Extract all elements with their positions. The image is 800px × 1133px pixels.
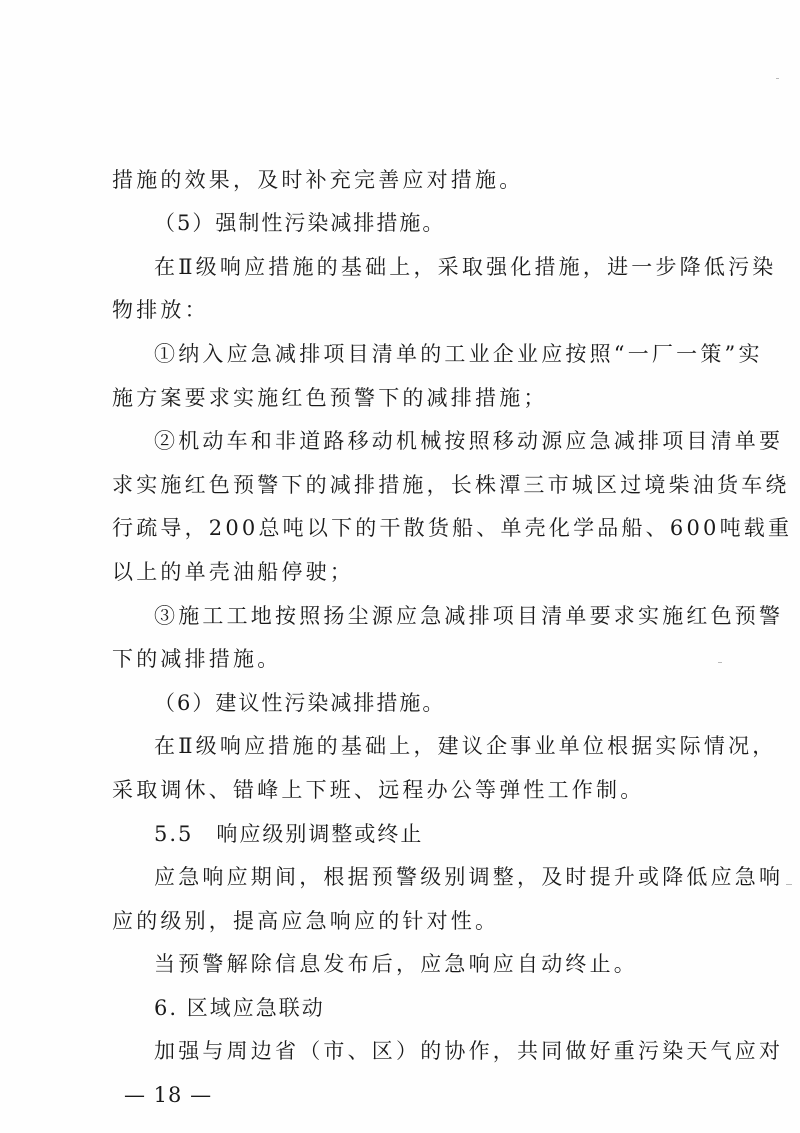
section-heading-6: 6. 区域应急联动 <box>154 996 325 1020</box>
list-item-2-line: 行疏导，200总吨以下的干散货船、单壳化学品船、600吨载重 <box>112 516 793 540</box>
paragraph-line: 在Ⅱ级响应措施的基础上，采取强化措施，进一步降低污染 <box>154 255 777 279</box>
list-item-3-line: ③施工工地按照扬尘源应急减排项目清单要求实施红色预警 <box>154 604 784 628</box>
list-item-1-line: ①纳入应急减排项目清单的工业企业应按照“一厂一策”实 <box>154 342 763 366</box>
paragraph-line-continuation: 措施的效果，及时补充完善应对措施。 <box>112 168 524 192</box>
list-item-2-line: 求实施红色预警下的减排措施，长株潭三市城区过境柴油货车绕 <box>112 473 790 497</box>
paragraph-line: 在Ⅱ级响应措施的基础上，建议企事业单位根据实际情况， <box>154 734 777 758</box>
list-item-1-line: 施方案要求实施红色预警下的减排措施； <box>112 386 548 410</box>
paragraph-line: 应的级别，提高应急响应的针对性。 <box>112 909 500 933</box>
scan-speck <box>718 662 722 663</box>
paragraph-line: 物排放： <box>112 298 209 322</box>
list-item-2-line: ②机动车和非道路移动机械按照移动源应急减排项目清单要 <box>154 429 784 453</box>
paragraph-line: 当预警解除信息发布后，应急响应自动终止。 <box>154 952 638 976</box>
section-heading-advisory-reduction: （6）建议性污染减排措施。 <box>154 691 446 715</box>
paragraph-line: 加强与周边省（市、区）的协作，共同做好重污染天气应对 <box>154 1039 784 1063</box>
section-heading-mandatory-reduction: （5）强制性污染减排措施。 <box>154 211 446 235</box>
page-number: — 18 — <box>124 1083 213 1107</box>
scan-speck <box>776 78 779 79</box>
paragraph-line: 应急响应期间，根据预警级别调整，及时提升或降低应急响 <box>154 865 784 889</box>
scan-speck <box>786 884 792 885</box>
list-item-2-line: 以上的单壳油船停驶； <box>112 560 354 584</box>
section-heading-5-5: 5.5 响应级别调整或终止 <box>154 822 424 846</box>
paragraph-line: 采取调休、错峰上下班、远程办公等弹性工作制。 <box>112 778 645 802</box>
list-item-3-line: 下的减排措施。 <box>112 647 282 671</box>
